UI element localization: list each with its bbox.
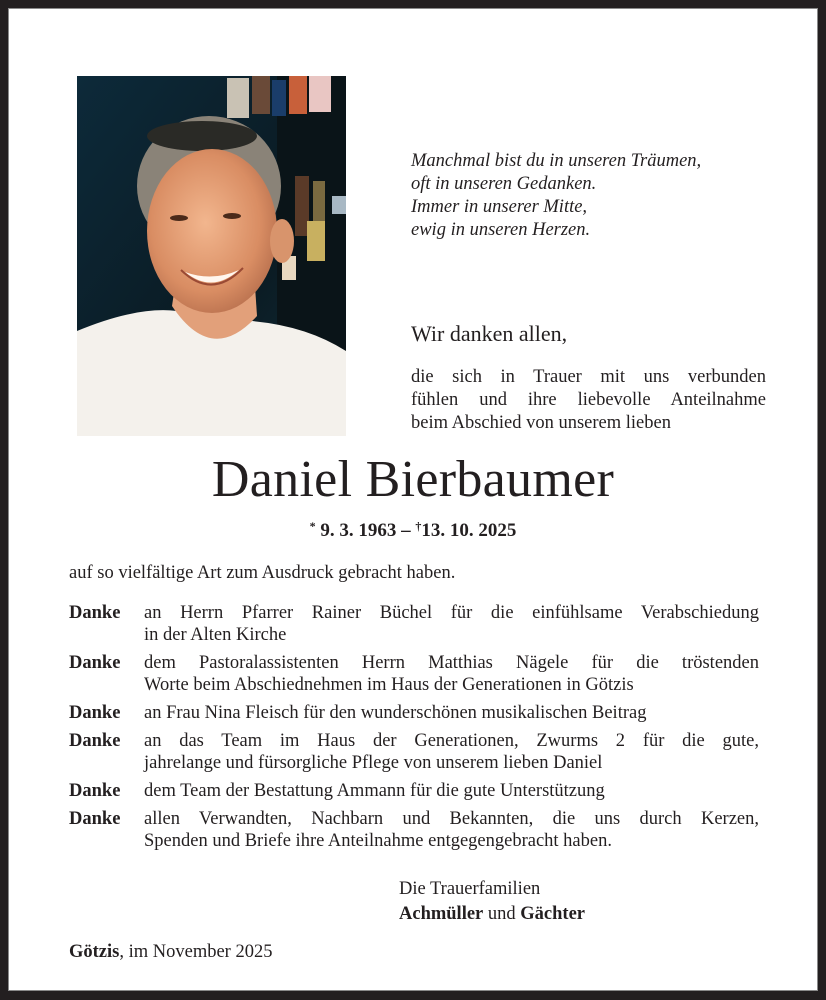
danke-text [144,780,759,802]
danke-list [69,602,759,858]
danke-item [69,702,759,724]
signature-line: Die Trauerfamilien [399,879,541,899]
thanks-heading: Wir danken allen, [411,321,568,346]
danke-label: Danke [69,703,121,723]
thanks-intro-line: die sich in Trauer mit uns verbunden [411,367,766,387]
danke-line: an Frau Nina Fleisch für den wunderschönen musikalischen Beitrag [144,703,647,723]
poem-line: ewig in unseren Herzen. [411,220,591,240]
danke-label: Danke [69,731,121,751]
danke-item [69,602,759,646]
danke-line: jahrelange und fürsorgliche Pflege von unserem lieben Daniel [144,753,603,773]
signature [399,877,585,927]
expressed-line: auf so vielfältige Art zum Ausdruck gebracht haben. [69,563,456,583]
danke-text [144,808,759,852]
family-name: Gächter [520,904,585,924]
thanks-intro-line: fühlen und ihre liebevolle Anteilnahme [411,390,766,410]
poem-verse [411,150,791,242]
poem-line: Manchmal bist du in unseren Träumen, [411,151,702,171]
signature-connector: und [483,904,521,924]
date-text: , im November 2025 [119,942,273,962]
deceased-name: Daniel Bierbaumer [211,451,615,508]
date-separator: – [401,520,411,541]
thanks-intro [411,366,766,435]
birth-star-icon: * [309,519,316,533]
portrait-photo [77,76,346,436]
place-name: Götzis [69,942,120,962]
danke-label: Danke [69,653,121,673]
danke-line: Worte beim Abschiednehmen im Haus der Generationen in Götzis [144,675,634,695]
danke-item [69,730,759,774]
danke-item [69,808,759,852]
poem-line: Immer in unserer Mitte, [411,197,588,217]
danke-line: dem Team der Bestattung Ammann für die gute Unterstützung [144,781,605,801]
signature-families [399,902,585,927]
place-date [69,940,272,964]
death-date: 13. 10. 2025 [421,520,517,541]
danke-line: allen Verwandten, Nachbarn und Bekannten, die uns durch Kerzen, [144,809,759,829]
danke-item [69,652,759,696]
life-dates [0,513,826,544]
danke-line: Spenden und Briefe ihre Anteilnahme entgegengebracht haben. [144,831,612,851]
danke-text [144,602,759,646]
thanks-intro-line: beim Abschied von unserem lieben [411,413,671,433]
portrait-photo-icon [77,76,346,436]
danke-line: in der Alten Kirche [144,625,287,645]
danke-line: an das Team im Haus der Generationen, Zwurms 2 für die gute, [144,731,759,751]
danke-line: dem Pastoralassistenten Herrn Matthias Nägele für die tröstenden [144,653,759,673]
danke-item [69,780,759,802]
danke-line: an Herrn Pfarrer Rainer Büchel für die einfühlsame Verabschiedung [144,603,759,623]
death-cross-icon: † [415,519,422,533]
danke-text [144,730,759,774]
danke-text [144,652,759,696]
birth-date: 9. 3. 1963 [320,520,397,541]
poem-line: oft in unseren Gedanken. [411,174,597,194]
danke-label: Danke [69,781,121,801]
family-name: Achmüller [399,904,484,924]
danke-label: Danke [69,603,121,623]
danke-label: Danke [69,809,121,829]
danke-text [144,702,759,724]
